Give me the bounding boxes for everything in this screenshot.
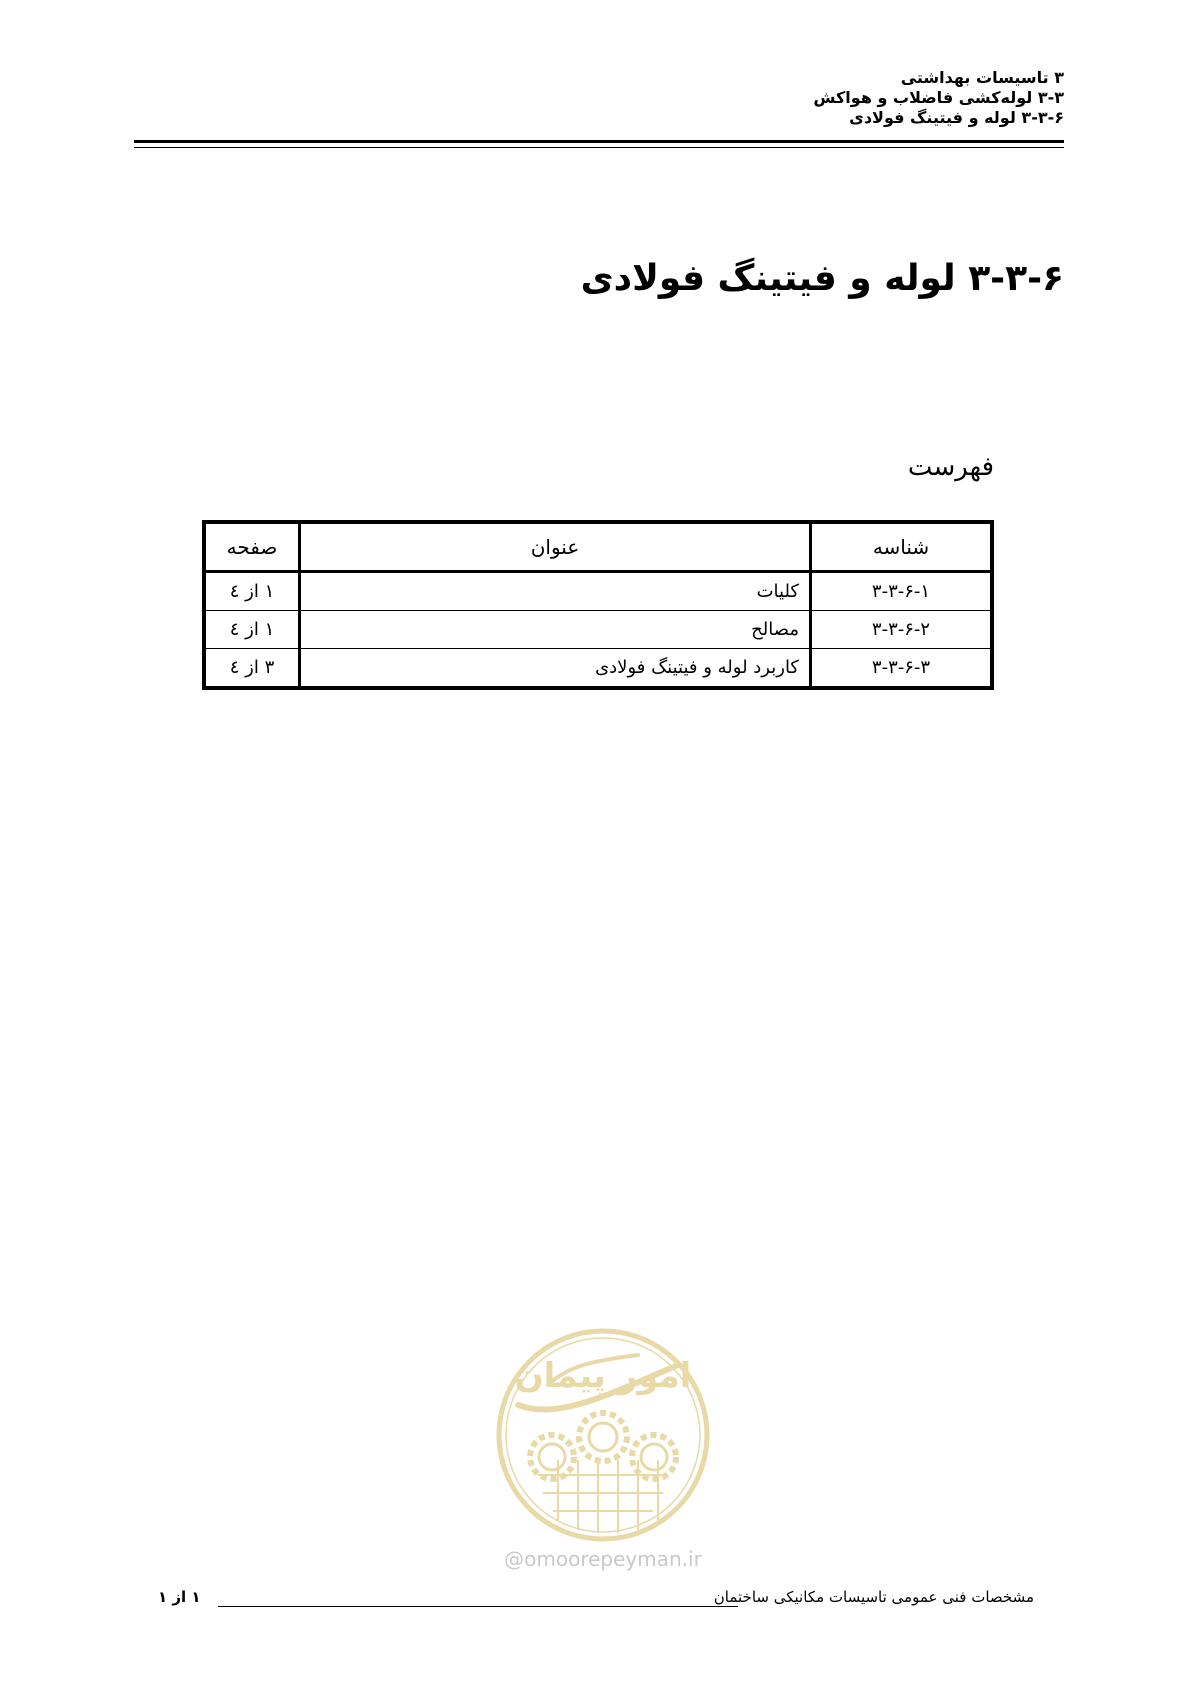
footer-text: مشخصات فنی عمومی تاسیسات مکانیکی ساختمان <box>713 1588 1034 1606</box>
toc-col-title: عنوان <box>300 522 811 572</box>
header-topic: ۳-۳-۶ لوله و فیتینگ فولادی <box>849 108 1064 127</box>
toc-heading: فهرست <box>907 452 994 482</box>
chapter-title: ۳-۳-۶ لوله و فیتینگ فولادی <box>580 258 1064 299</box>
toc-row-title[interactable]: مصالح <box>300 611 811 649</box>
header-rule-thin <box>134 147 1064 148</box>
footer-rule <box>218 1606 738 1607</box>
toc-col-id: شناسه <box>811 522 993 572</box>
toc-row-id: ۳-۳-۶-۳ <box>811 649 993 689</box>
watermark-url: @omoorepeyman.ir <box>504 1547 702 1571</box>
toc-row-title[interactable]: کاربرد لوله و فیتینگ فولادی <box>300 649 811 689</box>
running-header <box>264 68 1064 128</box>
toc-header-row <box>204 522 992 572</box>
toc-row-page: ۳ از ٤ <box>204 649 300 689</box>
header-section: ۳ تاسیسات بهداشتی <box>900 68 1064 87</box>
toc-table <box>202 520 994 690</box>
toc-row[interactable] <box>204 649 992 689</box>
watermark-logo-text: امور پیمان <box>514 1356 692 1396</box>
toc-row-title[interactable]: کلیات <box>300 572 811 611</box>
toc-row-page: ۱ از ٤ <box>204 572 300 611</box>
footer-page-number: ۱ از ۱ <box>158 1588 201 1606</box>
toc-row-id: ۳-۳-۶-۲ <box>811 611 993 649</box>
toc-col-page: صفحه <box>204 522 300 572</box>
toc-row[interactable] <box>204 572 992 611</box>
header-subsection: ۳-۳ لوله‌کشی فاضلاب و هواکش <box>813 88 1064 107</box>
header-rule-thick <box>134 140 1064 143</box>
toc-row-page: ۱ از ٤ <box>204 611 300 649</box>
toc-row[interactable] <box>204 611 992 649</box>
toc-row-id: ۳-۳-۶-۱ <box>811 572 993 611</box>
watermark-logo-icon <box>488 1325 718 1547</box>
watermark <box>488 1325 718 1570</box>
